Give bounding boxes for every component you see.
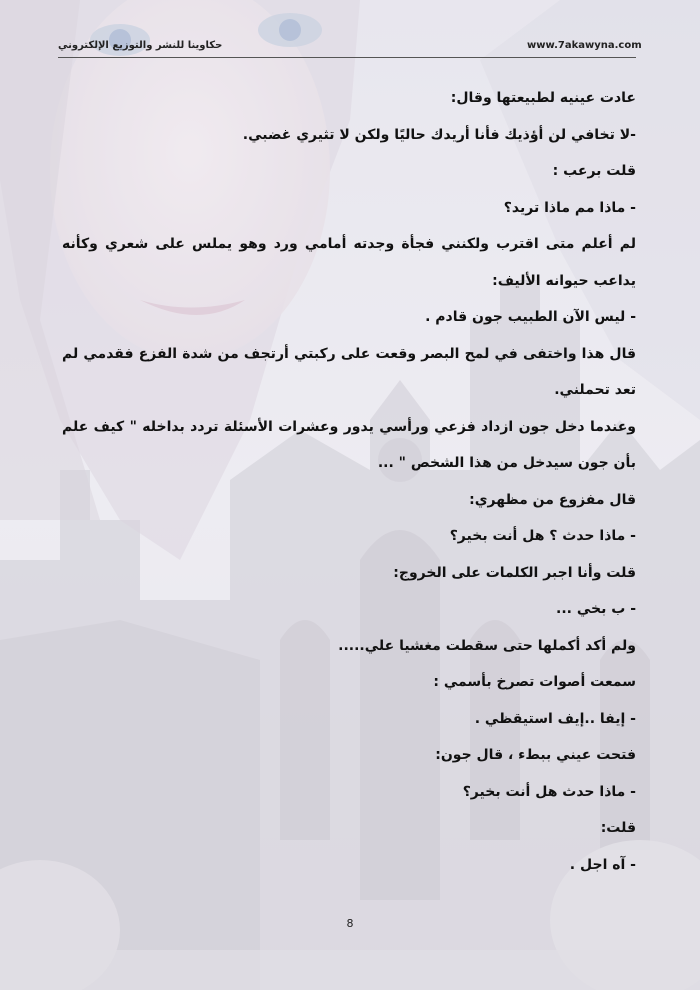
paragraph: قال هذا واختفى في لمح البصر وقعت على ركبتي أرتجف من شدة الفزع فقدمي لم تعد تحملني. xyxy=(62,345,636,398)
paragraph: سمعت أصوات تصرخ بأسمي : xyxy=(433,674,636,690)
paragraph: فتحت عيني ببطء ، قال جون: xyxy=(435,747,636,763)
header-divider xyxy=(58,57,636,58)
page-header xyxy=(0,40,700,60)
paragraph: قلت: xyxy=(600,820,636,836)
paragraph: ولم أكد أكملها حتى سقطت مغشيا علي..... xyxy=(338,637,636,654)
paragraph: قلت برعب : xyxy=(552,163,636,179)
page-number: 8 xyxy=(346,917,354,930)
paragraph: لم أعلم متى اقترب ولكنني فجأة وجدته أمامي ورد وهو يملس على شعري وكأنه يداعب حيوانه الأليف: xyxy=(62,236,636,289)
paragraph: - ليس الآن الطبيب جون قادم . xyxy=(425,309,636,325)
paragraph: - ماذا مم ماذا تريد؟ xyxy=(503,199,636,216)
paragraph: وعندما دخل جون ازداد فزعي ورأسي يدور وعشرات الأسئلة تردد بداخله " كيف علم بأن جون سيدخل من هذا الشخص " ... xyxy=(62,418,636,471)
website-url: www.7akawyna.com xyxy=(527,40,642,51)
paragraph: - ماذا حدث هل أنت بخير؟ xyxy=(462,783,636,800)
paragraph: - ماذا حدث ؟ هل أنت بخير؟ xyxy=(449,528,636,544)
paragraph: - آه اجل . xyxy=(569,856,636,873)
publisher-name: حكاوينا للنشر والتوزيع الإلكتروني xyxy=(58,40,223,51)
story-text xyxy=(62,80,636,883)
paragraph: عادت عينيه لطبيعتها وقال: xyxy=(450,90,636,106)
paragraph: - ب بخي ... xyxy=(556,601,636,617)
paragraph: قال مفزوع من مظهري: xyxy=(469,491,636,508)
paragraph: قلت وأنا اجبر الكلمات على الخروج: xyxy=(393,564,636,581)
paragraph: -لا تخافي لن أؤذيك فأنا أريدك حاليًا ولكن لا تثيري غضبي. xyxy=(242,126,636,143)
paragraph: - إيفا ..إيف استيقظي . xyxy=(474,710,636,727)
